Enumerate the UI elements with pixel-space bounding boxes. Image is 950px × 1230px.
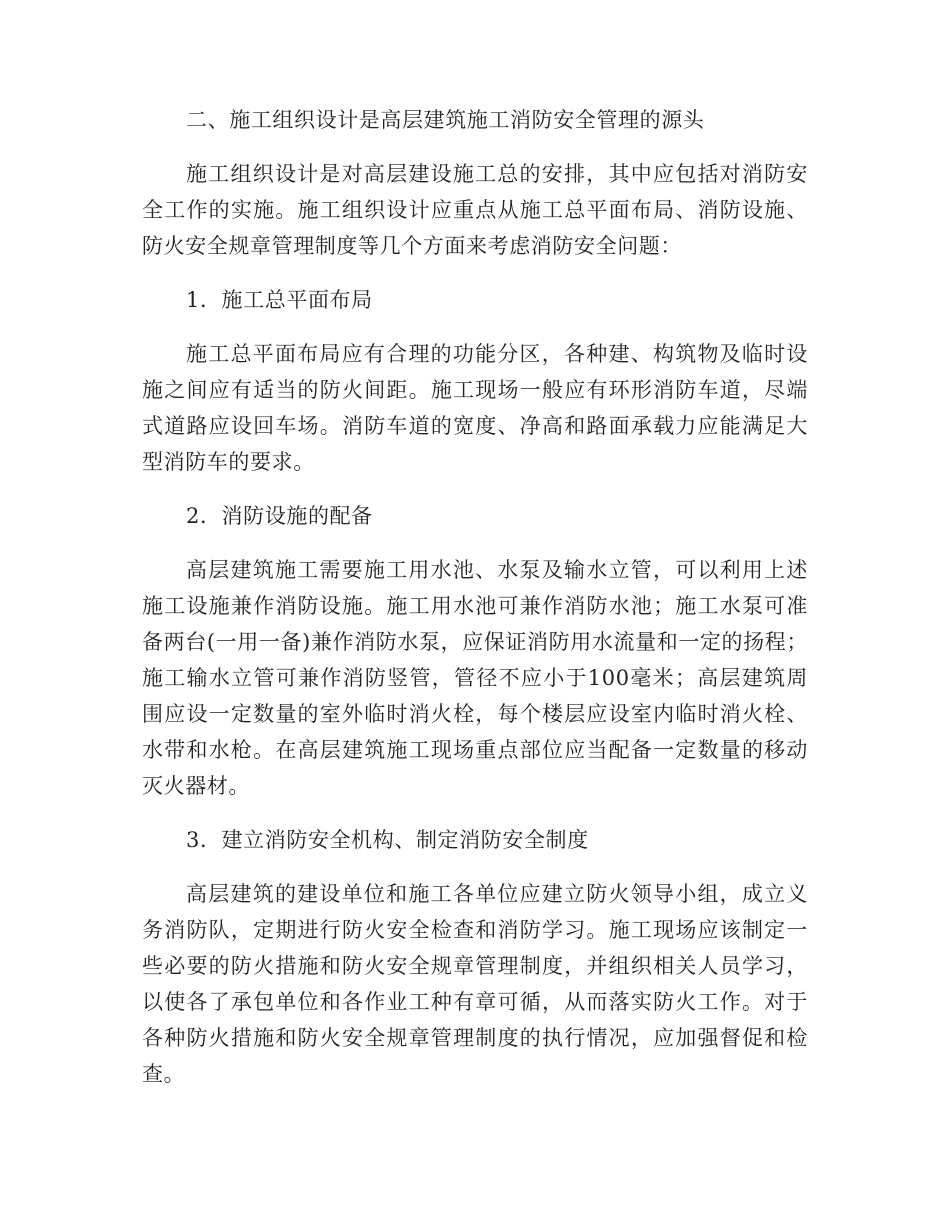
section-heading: 二、施工组织设计是高层建筑施工消防安全管理的源头 xyxy=(186,108,705,132)
subsection-body-layout: 施工总平面布局应有合理的功能分区，各种建、构筑物及临时设施之间应有适当的防火间距。施工现场一般应有环形消防车道，尽端式道路应设回车场。消防车道的宽度、净高和路面承载力应能满足大型消防车的要求。 xyxy=(142,342,808,474)
subsection-title-organization: 3．建立消防安全机构、制定消防安全制度 xyxy=(186,828,589,852)
subsection-title-facilities: 2．消防设施的配备 xyxy=(186,504,373,528)
subsection-title-layout: 1．施工总平面布局 xyxy=(186,288,373,312)
intro-paragraph: 施工组织设计是对高层建设施工总的安排，其中应包括对消防安全工作的实施。施工组织设计应重点从施工总平面布局、消防设施、防火安全规章管理制度等几个方面来考虑消防安全问题： xyxy=(142,162,808,258)
subsection-body-facilities: 高层建筑施工需要施工用水池、水泵及输水立管，可以利用上述施工设施兼作消防设施。施工用水池可兼作消防水池；施工水泵可准备两台(一用一备)兼作消防水泵，应保证消防用水流量和一定的扬程；施工输水立管可兼作消防竖管，管径不应小于100毫米；高层建筑周围应设一定数量的室外临时消火栓，每个楼层应设室内临时消火栓、水带和水枪。在高层建筑施工现场重点部位应当配备一定数量的移动灭火器材。 xyxy=(142,558,808,798)
subsection-body-organization: 高层建筑的建设单位和施工各单位应建立防火领导小组，成立义务消防队，定期进行防火安全检查和消防学习。施工现场应该制定一些必要的防火措施和防火安全规章管理制度，并组织相关人员学习，以使各了承包单位和各作业工种有章可循，从而落实防火工作。对于各种防火措施和防火安全规章管理制度的执行情况，应加强督促和检查。 xyxy=(142,882,808,1086)
document-body xyxy=(142,102,808,1110)
